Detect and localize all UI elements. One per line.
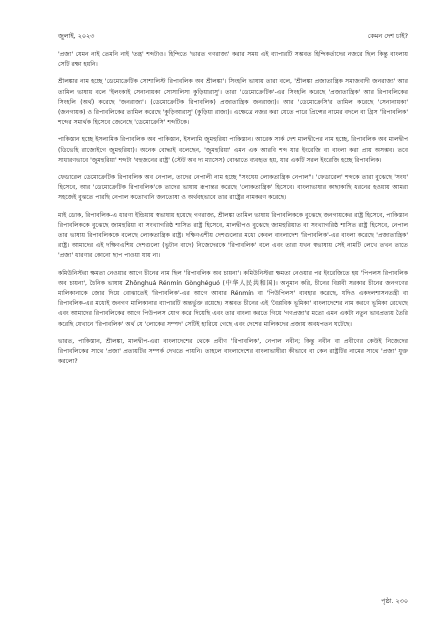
paragraph-2: শ্রীলঙ্কার নাম হচ্ছে 'ডেমোক্রেটিক সোশালিস্ট রিপাবলিক অব শ্রীলঙ্কা'। সিংহলি ভাষায় তারা বলে, 'শ্রীলঙ্কা প্রজাতান্ত্রিক সমাজবাদী জনরাজ্য' আর তামিল ভাষায় বলে 'ইলংকাই সেনানায়কা সোসালিসা কুড়িয়ারাসু'। তারা 'ডেমোক্রেটিক'-এর সিংহলি করেছে 'প্রজাতান্ত্রিক' আর রিপাবলিকের সিংহলি (অর্থ) করেছে 'জনরাজ্য'। (ডেমোক্রেটিক রিপাবলিক) প্রজাতান্ত্রিক জনরাজ্য)। আর 'ডেমোক্রেসি'র তামিল করেছে 'সেনানায়কা' (জনগায়ক) ও রিপাবলিকের তামিল করেছে 'কুড়িআরাসু' (কুড়িয়া রাজ্য)। এক্ষেত্রে নজর করা যেতে পারে প্রিন্সের নামের বদলে বা গ্রিস 'রিপাবলিক' শব্দের সমার্থক হিসেবে জেনেছে 'ডেমোক্রেসি' শব্দটিকে। bbox=[58, 78, 408, 127]
paragraph-1: 'প্রজা' যেমন নাই তেমনি নাই 'তন্ত্র' শব্দটাও। হিন্দিতে 'ভারত গণরাজ্য' করার সময় এই ব্যাপারটি সম্ভবত হিন্দিকর্তাদের নজরে ছিল কিন্তু বাংলায় সেটি রক্ষা হয়নি। bbox=[58, 51, 408, 69]
paragraph-6: কমিউনিস্টরা ক্ষমতা নেওয়ার আগে চীনের নাম ছিল 'রিপাবলিক অব চায়না'। কমিউনিস্টরা ক্ষমতা নেওয়ার পর ইংরেজিতে হয় 'পিপলস রিপাবলিক অব চায়না', চৈনিক ভাষায় Zhōnghuá Rénmín Gònghéguó (中华人民共和国)। অনুমান করি, চীনের বিপ্লবী সরকার চীনের জনগণের মালিকানাকে জোর দিয়ে বোঝাতেই 'রিপাবলিক'-এর আগে আবার Rénmín বা 'পিউপিলস' ব্যবহার করেছে, যদিও একদলশাসনতন্ত্রী বা রিপাবলিক-এর মধ্যেই জনগণ মালিকানার ব্যাপারটি অন্তর্ভুক্ত রয়েছে। সম্ভবত চীনের এই 'বৈপ্লবিক ভূমিকা' বাংলাদেশের নাম করণে ভূমিকা রেখেছে এবং আমাদের রিপাবলিকের আগে পিউপলস যোগ করে দিয়েছি এবং তার বাংলা করতে গিয়ে 'গণপ্রজা'র মতো এমন একটা নতুন ভাবপ্রত্যয় তৈরি করেছি যেখানে 'রিপাবলিক' অর্থ যে 'লোকের সম্পদ' সেটিই হারিয়ে গেছে এবং দেশের মালিকদের প্রজায় অবধপতন ঘটেছে। bbox=[58, 269, 408, 328]
body-text bbox=[58, 50, 408, 374]
header-title: কেমন দেশ চাই? bbox=[367, 32, 408, 40]
paragraph-4: ফেডারেল ডেমোক্রেটিক রিপাবলিক অব নেপাল, তাদের নেপালী নাম হচ্ছে "সংঘেয় লোকতান্ত্রিক নেপাল"। 'ফেডারেল' শব্দকে তারা বুঝেছে 'সংঘ' হিসেবে, আর 'ডেমোক্রেটিক রিপাবলিক'কে তাদের ভাষায় রূপান্তর করেছে 'লোকতান্ত্রিক' হিসেবে। বাংলাভাষার কাছাকাছি ধরনের হওয়ায় আমরা সহজেই বুঝতে পারছি নেপাল কতোখানি জনতোষা ও অর্থবহভাবে তার রাষ্ট্রের নামকরণ করেছে। bbox=[58, 174, 408, 202]
paragraph-3: পাকিস্তান হচ্ছে ইসলামিক রিপাবলিক অব পাকিস্তান, ইসলামি জুমহুরিয়া পাকিস্তান। আরেক সার্ক দেশ মালদ্বীপের নাম হচ্ছে, রিপাবলিক অব মালদ্বীপ (ডিভেহি রাজ্যেইগে জুমহুরিয়া)। অনেক বোদ্ধাই বলেছেন, 'জুমহুরিয়া' এমন এক আরবি শব্দ যার ইংরেজি বা বাংলা করা প্রায় অসম্ভব। তবে সাধারণভাবে 'জুমহুরিয়া' শব্দটা 'বহুজনের রাষ্ট্র' (স্টেট অব দ্য ম্যাসেস) বোঝাতে ব্যবহৃত হয়, যার একটি সরল ইংরেজি হচ্ছে রিপাবলিক। bbox=[58, 136, 408, 164]
page-number: পৃষ্ঠা. ২৩০ bbox=[381, 597, 408, 605]
paragraph-5: মাই ডোক, রিপাবলিক-এ ধারণা ইন্ডিয়ায় স্বভাষায় হয়েছে গণরাজ্য, শ্রীলঙ্কা তামিল ভাষায় রিপাবলিককে বুঝেছে জনগায়কের রাষ্ট্র হিসেবে, পাকিস্তান রিপাবলিককে বুঝেছে জামহুরিয়া বা সংখ্যাগরিষ্ঠ শাসিত রাষ্ট্র হিসেবে, মালদ্বীপও বুঝেছে জামহুরিয়াত বা সংখ্যাগরিষ্ঠ শাসিত রাষ্ট্র হিসেবে, নেপাল তার ভাষায় রিপাবলিককে বলেছে লোকতান্ত্রিক রাষ্ট্র। দক্ষিণএশীয় দেশগুলোর মধ্যে কেবল বাংলাদেশ 'রিপাবলিক'-এর বাংলা করেছে 'প্রজাতান্ত্রিক' রাষ্ট্র। আমাদের এই দক্ষিণএশিয় দেশগুলো (ভুটান বাদে) নিজেদেরকে 'রিপাবলিক' বলে এবং তারা যখন স্বভাষায় সেই নামটি লেখে তখন তাতে 'প্রজা' ধারণার কোনো ছাপ পাওয়া যায় না। bbox=[58, 211, 408, 260]
page-header bbox=[58, 32, 408, 40]
header-date: জুলাই, ২০২৩ bbox=[58, 32, 95, 40]
paragraph-7: ভারত, পাকিস্তান, শ্রীলঙ্কা, মালদ্বীপ-এরা বাংলাদেশের থেকে প্রবীণ 'রিপাবলিক', নেপাল নবীন; কিন্তু নবীন বা প্রবীণের কেউই নিজেদের রিপাবলিকের সাথে 'প্রজা' প্রত্যয়টির সম্পর্ক দেখতে পায়নি। তাহলে বাংলাদেশের বাংলাভাষীরা কীভাবে বা কেন রাষ্ট্রটির নামের সাথে 'প্রজা' যুক্ত করলো? bbox=[58, 337, 408, 366]
